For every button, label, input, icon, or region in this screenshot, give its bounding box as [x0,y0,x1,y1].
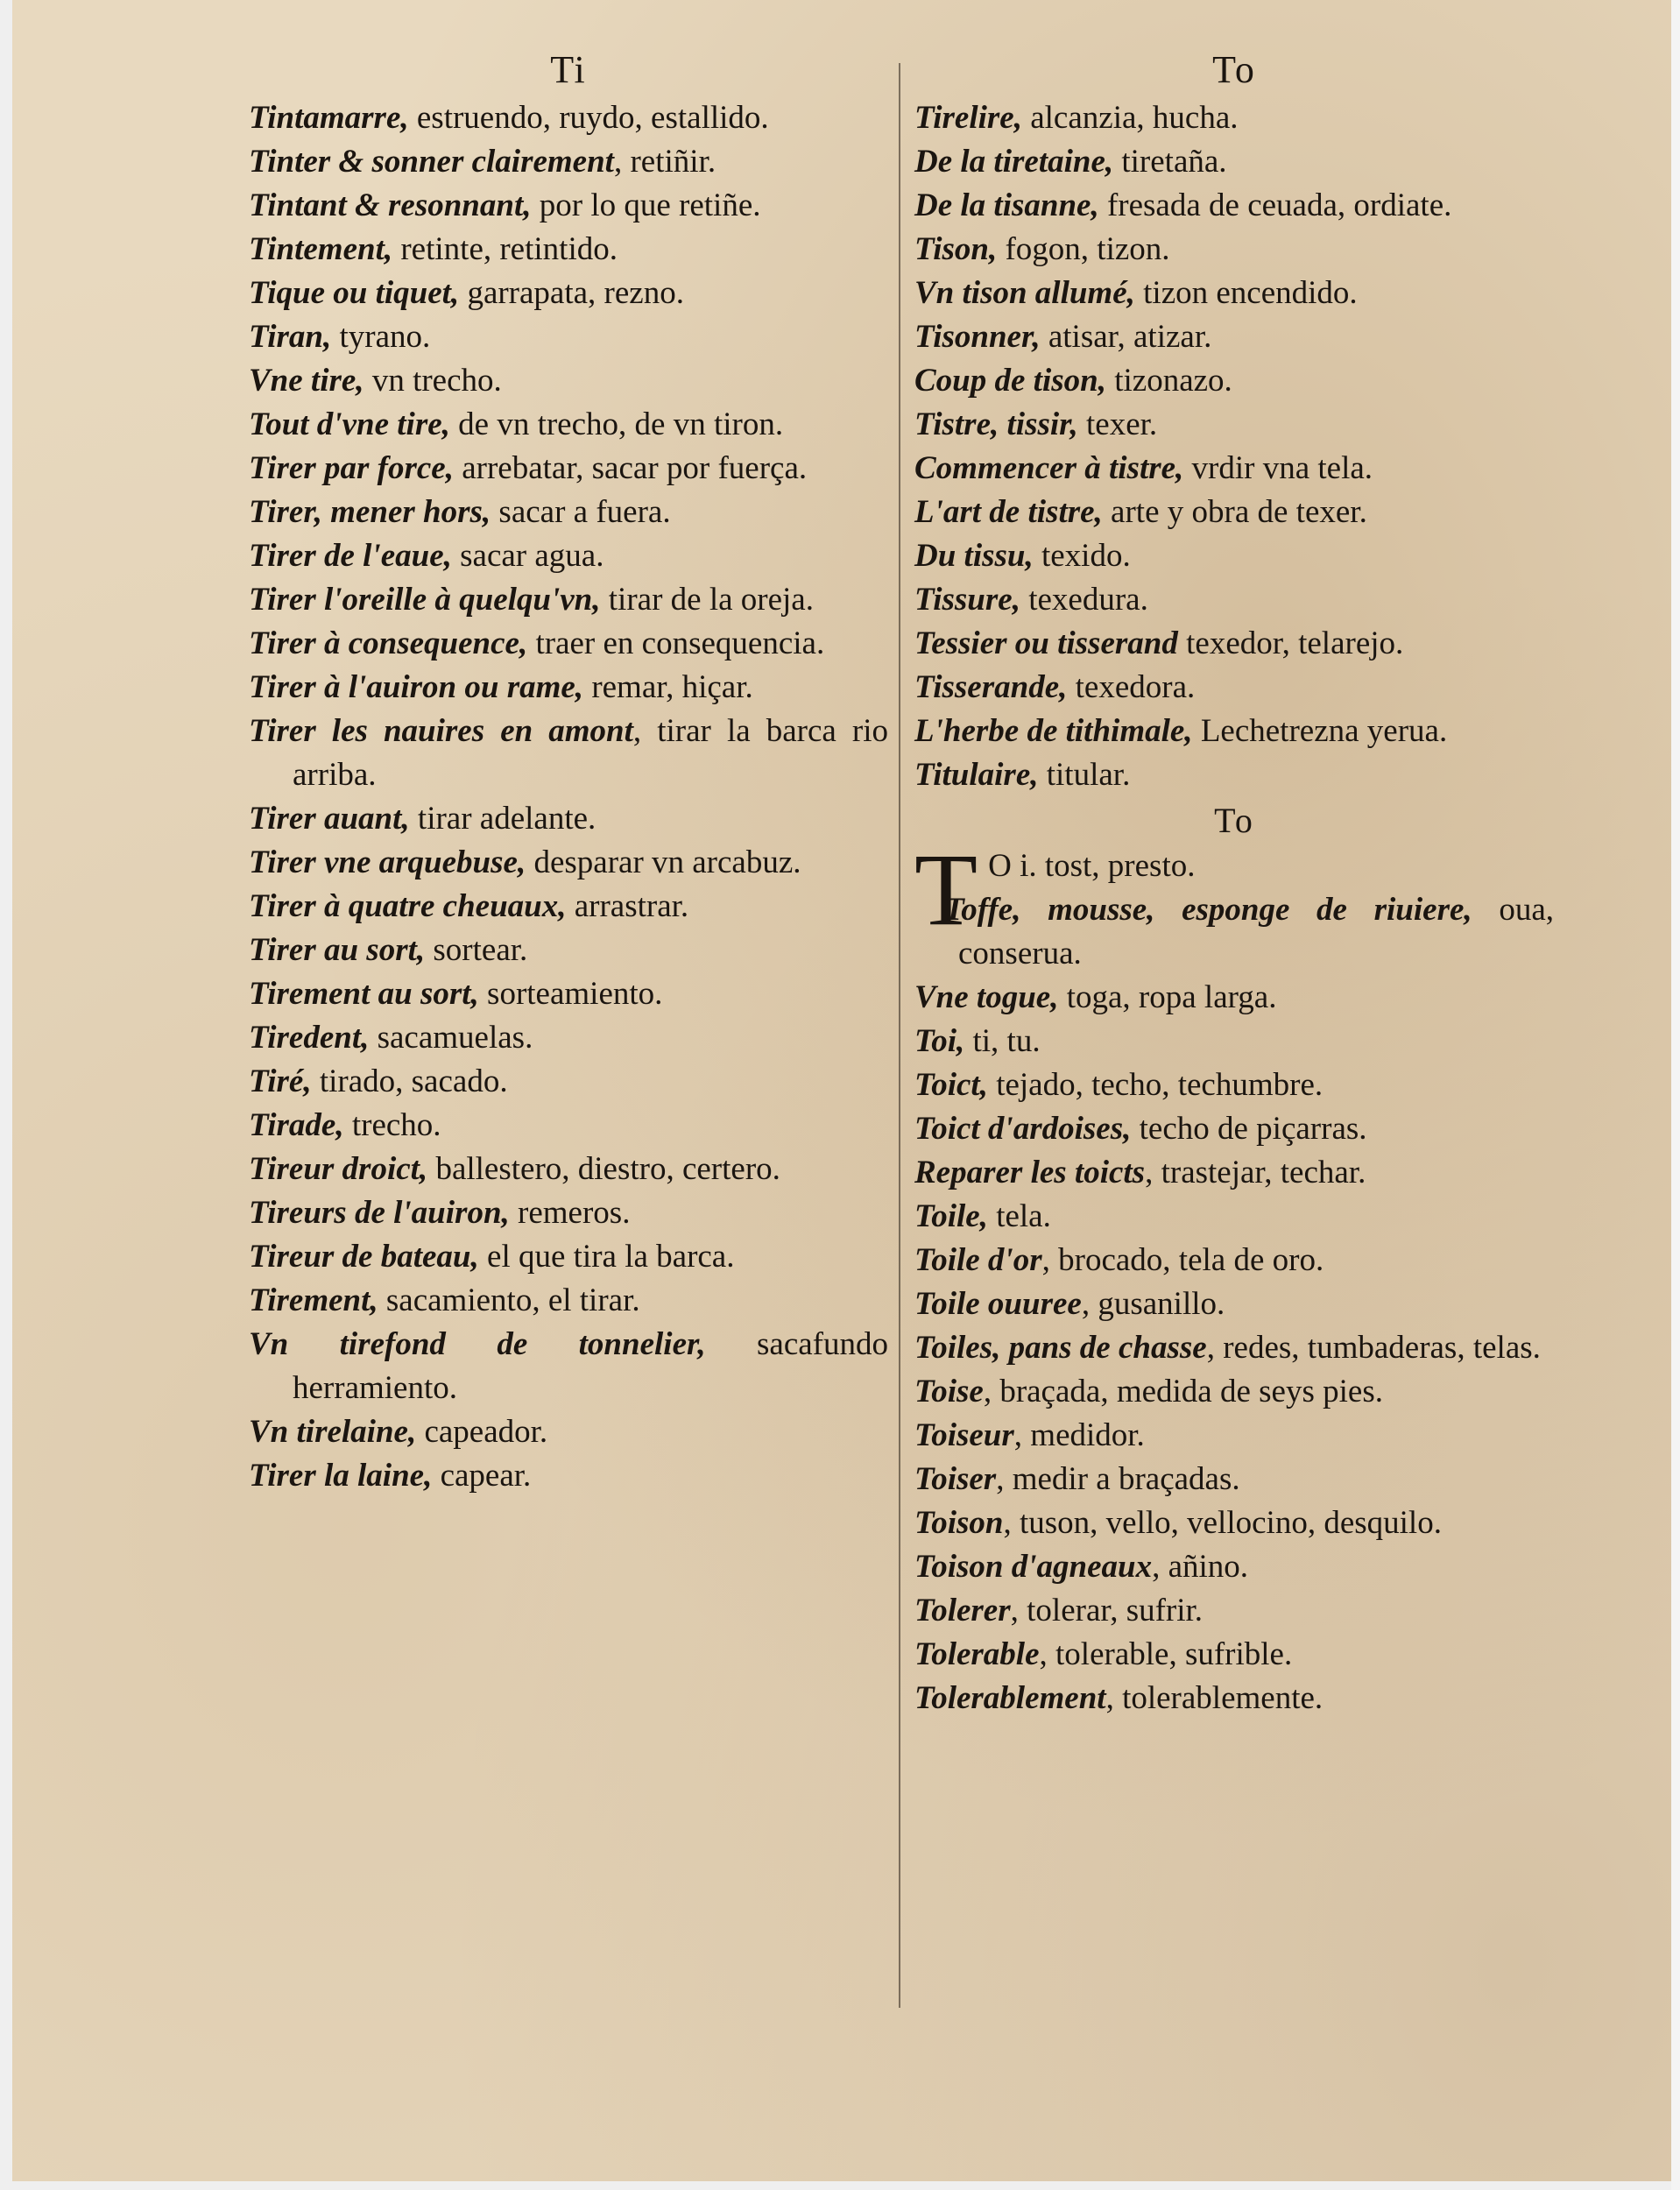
dictionary-entry [249,1454,888,1498]
entry-translation: sacar agua. [451,538,604,574]
dictionary-entry [249,885,888,929]
entry-translation: arrebatar, sacar por fuerça. [453,450,808,486]
dictionary-entry [914,534,1554,578]
entry-headword: Tireur de bateau, [249,1239,479,1275]
entry-translation: vn trecho. [364,363,502,399]
entry-headword: Tirement au sort, [249,976,479,1012]
left-column [249,44,888,1498]
dictionary-entry [914,228,1554,272]
dropcap-entry-text: O i. tost, presto. [988,848,1196,884]
entry-headword: L'herbe de tithimale, [914,713,1193,749]
entry-translation: , tolerable, sufrible. [1039,1636,1293,1672]
dictionary-entry [249,447,888,491]
entry-translation: tyrano. [331,319,431,355]
dictionary-entry [914,1063,1554,1107]
entry-headword: Vn tirelaine, [249,1414,417,1450]
dictionary-entry [249,710,888,797]
dictionary-entry [249,622,888,666]
entry-translation: garrapata, rezno. [459,275,684,311]
entry-headword: Toile, [914,1198,988,1234]
entry-headword: Titulaire, [914,757,1039,793]
dictionary-entry [914,315,1554,359]
entry-headword: Vne togue, [914,979,1059,1015]
dictionary-entry [249,184,888,228]
dictionary-entry [914,1195,1554,1239]
right-entry-list-after [914,888,1554,1720]
scanned-page [12,0,1680,2181]
entry-headword: Tessier ou tisserand [914,625,1178,661]
right-column [914,44,1554,1720]
entry-translation: traer en consequencia. [527,625,825,661]
entry-translation: tiretaña. [1113,144,1227,180]
entry-headword: Tintamarre, [249,100,409,136]
entry-headword: Tireurs de l'auiron, [249,1195,510,1231]
entry-translation: tizon encendido. [1134,275,1358,311]
entry-headword: Vn tison allumé, [914,275,1135,311]
entry-translation: , tolerar, sufrir. [1010,1593,1204,1628]
entry-translation: toga, ropa larga. [1058,979,1277,1015]
entry-headword: Vne tire, [249,363,364,399]
entry-translation: tejado, techo, techumbre. [987,1067,1324,1103]
dictionary-entry [914,1151,1554,1195]
dictionary-entry [914,1589,1554,1633]
entry-headword: L'art de tistre, [914,494,1103,530]
dictionary-entry [914,1677,1554,1720]
dictionary-entry [914,96,1554,140]
entry-headword: Toile ouuree [914,1286,1082,1322]
entry-headword: Tirer la laine, [249,1458,433,1494]
dictionary-entry [914,1326,1554,1370]
dictionary-entry [914,1107,1554,1151]
dictionary-entry [249,228,888,272]
entry-translation: sortear. [425,932,528,968]
dictionary-entry [249,1191,888,1235]
scan-edge [1671,0,1680,2190]
entry-headword: Tirer à quatre cheuaux, [249,888,567,924]
entry-translation: remeros. [509,1195,631,1231]
dictionary-entry [914,1545,1554,1589]
entry-headword: Tique ou tiquet, [249,275,460,311]
dictionary-entry [914,491,1554,534]
entry-translation: texedora. [1067,669,1196,705]
entry-translation: retinte, retintido. [392,231,618,267]
right-column-header: To [1212,48,1256,91]
dictionary-entry [249,315,888,359]
left-column-header: Ti [550,48,587,91]
dictionary-entry [914,272,1554,315]
dropcap-letter: T [914,832,978,947]
entry-translation: ballestero, diestro, certero. [427,1151,780,1187]
entry-translation: remar, hiçar. [583,669,753,705]
entry-headword: Tisserande, [914,669,1068,705]
entry-headword: Tirer les nauires en amont [249,713,633,749]
entry-translation: capear. [432,1458,532,1494]
dictionary-entry [914,359,1554,403]
entry-translation: titular. [1038,757,1131,793]
section-heading: To [1214,801,1254,840]
dictionary-entry [914,1501,1554,1545]
dictionary-entry [914,1020,1554,1063]
entry-translation: desparar vn arcabuz. [526,844,801,880]
entry-translation: , tirar la barca rio arriba. [293,713,888,793]
dictionary-entry [914,976,1554,1020]
entry-headword: Toict, [914,1067,988,1103]
entry-translation: sacar a fuera. [491,494,671,530]
entry-translation: , medir a braçadas. [996,1461,1240,1497]
entry-translation: tizonazo. [1105,363,1232,399]
entry-headword: Tison, [914,231,998,267]
entry-headword: Toiles, pans de chasse [914,1330,1207,1366]
entry-headword: Tirer l'oreille à quelqu'vn, [249,582,601,618]
dictionary-entry [914,1633,1554,1677]
entry-translation: texido. [1033,538,1131,574]
entry-translation: el que tira la barca. [478,1239,735,1275]
dictionary-entry [914,403,1554,447]
entry-headword: Tiré, [249,1063,312,1099]
entry-translation: atisar, atizar. [1040,319,1212,355]
entry-headword: Commencer à tistre, [914,450,1184,486]
dictionary-entry [249,140,888,184]
dictionary-entry [914,666,1554,710]
dictionary-entry [249,1016,888,1060]
entry-translation: , redes, tumbaderas, telas. [1206,1330,1541,1366]
entry-headword: Du tissu, [914,538,1034,574]
entry-translation: tela. [987,1198,1051,1234]
dictionary-entry [914,1282,1554,1326]
entry-translation: por lo que retiñe. [531,187,761,223]
entry-headword: Tistre, tissir, [914,406,1078,442]
dictionary-entry [249,1104,888,1148]
entry-translation: techo de piçarras. [1131,1111,1367,1147]
dictionary-entry [249,1060,888,1104]
entry-translation: , gusanillo. [1081,1286,1225,1322]
entry-translation: sacamuelas. [369,1020,533,1056]
entry-headword: Tout d'vne tire, [249,406,450,442]
entry-translation: tirar adelante. [409,801,596,837]
entry-headword: Toison d'agneaux [914,1549,1153,1585]
entry-translation: estruendo, ruydo, estallido. [408,100,769,136]
entry-headword: Tiran, [249,319,332,355]
dictionary-entry [249,1148,888,1191]
entry-headword: Reparer les toicts [914,1155,1146,1190]
dictionary-entry [249,797,888,841]
dictionary-entry [914,184,1554,228]
dictionary-entry [914,1239,1554,1282]
dictionary-entry [914,447,1554,491]
dictionary-entry [249,491,888,534]
entry-headword: Tirer à l'auiron ou rame, [249,669,584,705]
entry-headword: Tolerable [914,1636,1040,1672]
entry-headword: Toison [914,1505,1004,1541]
entry-translation: , brocado, tela de oro. [1041,1242,1324,1278]
entry-translation: vrdir vna tela. [1183,450,1373,486]
dictionary-entry [249,534,888,578]
entry-translation: sacafundo herramiento. [293,1326,888,1406]
entry-translation: , medidor. [1013,1417,1145,1453]
entry-headword: Tiredent, [249,1020,370,1056]
entry-headword: Tirer auant, [249,801,410,837]
entry-headword: Tirer par force, [249,450,454,486]
entry-translation: texedura. [1020,582,1148,618]
entry-headword: Tissure, [914,582,1020,618]
dictionary-entry [914,578,1554,622]
entry-headword: Coup de tison, [914,363,1106,399]
entry-translation: sorteamiento. [478,976,663,1012]
entry-headword: Tisonner, [914,319,1041,355]
entry-translation: fresada de ceuada, ordiate. [1098,187,1452,223]
dictionary-entry [249,1235,888,1279]
entry-headword: Tirement, [249,1282,378,1318]
entry-headword: Toict d'ardoises, [914,1111,1132,1147]
entry-translation: sacamiento, el tirar. [378,1282,640,1318]
dictionary-entry [249,929,888,972]
entry-headword: Tirer vne arquebuse, [249,844,526,880]
entry-headword: Tolerablement [914,1680,1106,1716]
entry-translation: alcanzia, hucha. [1021,100,1239,136]
dictionary-entry [249,666,888,710]
entry-headword: Toiseur [914,1417,1014,1453]
entry-translation: capeador. [416,1414,548,1450]
entry-headword: Tirer au sort, [249,932,426,968]
dictionary-entry [914,1370,1554,1414]
entry-headword: Vn tirefond de tonnelier, [249,1326,706,1362]
entry-translation: fogon, tizon. [997,231,1170,267]
entry-headword: Tinter & sonner clairement [249,144,614,180]
dictionary-entry [914,1414,1554,1458]
entry-translation: ti, tu. [964,1023,1041,1059]
entry-headword: Tirade, [249,1107,344,1143]
dictionary-entry [914,710,1554,753]
entry-translation: arte y obra de texer. [1102,494,1367,530]
entry-translation: de vn trecho, de vn tiron. [449,406,784,442]
entry-translation: tirar de la oreja. [600,582,814,618]
entry-translation: oua, conserua. [958,892,1554,971]
entry-translation: , retiñir. [613,144,716,180]
entry-headword: Tirelire, [914,100,1022,136]
dictionary-entry [914,888,1554,976]
dictionary-entry [249,841,888,885]
entry-headword: Tolerer [914,1593,1011,1628]
entry-headword: Tintement, [249,231,393,267]
dropcap-entry [914,832,1554,1720]
entry-translation: tirado, sacado. [311,1063,508,1099]
entry-headword: Toi, [914,1023,965,1059]
dictionary-entry [249,1410,888,1454]
entry-translation: , braçada, medida de seys pies. [983,1374,1383,1409]
dictionary-entry [249,403,888,447]
dictionary-entry [914,753,1554,797]
entry-headword: Tintant & resonnant, [249,187,532,223]
entry-translation: trecho. [343,1107,441,1143]
column-divider [899,63,900,2008]
dictionary-entry [249,1279,888,1323]
dictionary-entry [914,622,1554,666]
dictionary-entry [914,1458,1554,1501]
dictionary-entry [249,96,888,140]
right-entry-list-before [914,96,1554,797]
entry-headword: Toise [914,1374,984,1409]
dictionary-entry [249,359,888,403]
entry-translation: Lechetrezna yerua. [1192,713,1448,749]
entry-headword: Toffe, mousse, esponge de riuiere, [944,892,1472,928]
entry-translation: , tuson, vello, vellocino, desquilo. [1003,1505,1442,1541]
entry-headword: Tirer, mener hors, [249,494,491,530]
entry-headword: De la tiretaine, [914,144,1114,180]
dictionary-entry [249,1323,888,1410]
entry-translation: , tolerablemente. [1105,1680,1324,1716]
entry-translation: , añino. [1152,1549,1249,1585]
left-entry-list [249,96,888,1498]
entry-translation: texedor, telarejo. [1177,625,1404,661]
entry-headword: Tirer de l'eaue, [249,538,452,574]
entry-translation: , trastejar, techar. [1145,1155,1366,1190]
entry-headword: Tirer à consequence, [249,625,528,661]
dictionary-entry [249,972,888,1016]
entry-headword: Toile d'or [914,1242,1042,1278]
dictionary-entry [249,272,888,315]
dictionary-entry [249,578,888,622]
entry-headword: Tireur droict, [249,1151,428,1187]
entry-headword: Toiser [914,1461,997,1497]
entry-translation: arrastrar. [566,888,689,924]
dictionary-entry [914,140,1554,184]
entry-headword: De la tisanne, [914,187,1099,223]
entry-translation: texer. [1077,406,1158,442]
